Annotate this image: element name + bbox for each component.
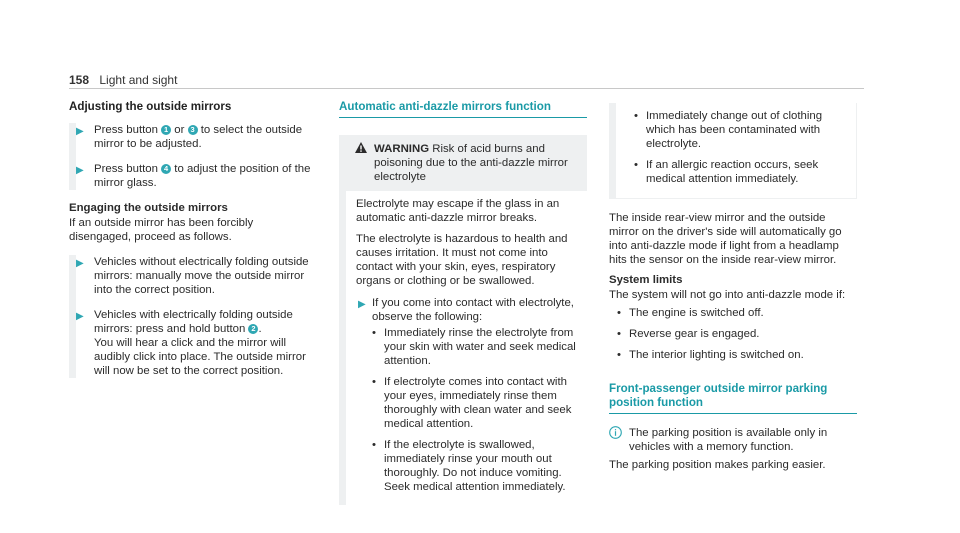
step-group [69, 255, 317, 378]
section-heading: Adjusting the outside mirrors [69, 100, 232, 113]
column-right [609, 106, 857, 476]
list-item: • Reverse gear is engaged. [617, 327, 857, 341]
info-note: The parking position is available only in vehicles with a memory function. [609, 426, 857, 454]
list-item: • The interior lighting is switched on. [617, 348, 857, 362]
subheading: Engaging the outside mirrors [69, 202, 228, 214]
step-item: ▶ Vehicles with electrically folding outside mirrors: press and hold button 2 . You will hear a click and the mirror will audibly click into place. The outside mirror will now be set to the correct position. [76, 309, 306, 377]
paragraph: If an outside mirror has been forcibly disengaged, proceed as follows. [69, 217, 254, 243]
step-item: ▶ Press button 1 or 3 to select the outside mirror to be adjusted. [76, 124, 303, 150]
section-heading: Front-passenger outside mirror parking position function [609, 382, 857, 414]
list-item: • If the electrolyte is swallowed, immediately rinse your mouth out thoroughly. Do not induce vomiting. Seek medical attention immediately. [372, 438, 577, 494]
warning-triangle-icon [354, 141, 368, 158]
paragraph: The system will not go into anti-dazzle mode if: [609, 289, 846, 301]
info-icon [609, 426, 622, 443]
bullet-list [372, 326, 577, 494]
step-group [69, 123, 317, 190]
step-arrow-icon: ▶ [358, 299, 366, 310]
paragraph: The inside rear-view mirror and the outside mirror on the driver's side will automatically go into anti-dazzle mode if light from a headlamp hits the sensor on the inside rear-view mirror. [609, 212, 842, 266]
warning-body [346, 191, 587, 505]
list-item: • Immediately rinse the electrolyte from your skin with water and seek medical attention. [372, 326, 577, 368]
list-item: • If electrolyte comes into contact with your eyes, immediately rinse them thoroughly with clean water and seek medical attention. [372, 375, 577, 431]
page-header [69, 73, 177, 87]
paragraph: Electrolyte may escape if the glass in an automatic anti-dazzle mirror breaks. [356, 198, 560, 224]
warning-title: Risk of acid burns and poisoning due to the anti-dazzle mirror electrolyte [374, 143, 568, 183]
bullet-list [634, 109, 846, 186]
column-middle [339, 100, 587, 505]
paragraph: The electrolyte is hazardous to health and causes irritation. It must not come into contact with your skin, eyes, respiratory organs or clothing or be swallowed. [356, 233, 568, 287]
section-title: Light and sight [99, 73, 178, 87]
header-divider [69, 88, 864, 89]
button-number-badge: 3 [188, 125, 198, 135]
section-heading: Automatic anti-dazzle mirrors function [339, 100, 587, 118]
warning-header [346, 135, 587, 191]
button-number-badge: 4 [161, 164, 171, 174]
bullet-list [617, 306, 857, 362]
warning-label: WARNING [374, 143, 430, 155]
warning-continuation [609, 103, 857, 199]
page-number: 158 [69, 73, 90, 87]
button-number-badge: 1 [161, 125, 171, 135]
step-arrow-icon: ▶ [76, 165, 84, 176]
step-arrow-icon: ▶ [76, 311, 84, 322]
step-item: ▶ Press button 4 to adjust the position of the mirror glass. [76, 163, 311, 189]
button-number-badge: 2 [248, 324, 258, 334]
paragraph: The parking position makes parking easier. [609, 459, 826, 471]
subheading: System limits [609, 274, 683, 286]
column-left [69, 100, 317, 389]
step-arrow-icon: ▶ [76, 258, 84, 269]
list-item: • If an allergic reaction occurs, seek medical attention immediately. [634, 158, 846, 186]
step-arrow-icon: ▶ [76, 126, 84, 137]
list-item: • Immediately change out of clothing which has been contaminated with electrolyte. [634, 109, 846, 151]
step-item: ▶ Vehicles without electrically folding outside mirrors: manually move the outside mirror into the correct position. [76, 256, 309, 296]
step-item: ▶ If you come into contact with electrolyte, observe the following: • Immediately rinse the electrolyte from your skin with water and seek medical attention. • If electrolyte comes into contact with your eyes, immediately rinse them thoroughly with clean water and seek medical attention. • If the electrolyte is swallowed, immediately rinse your mouth out thoroughly. Do not induce vomiting. Seek medical attention immediately. [356, 296, 577, 494]
list-item: • The engine is switched off. [617, 306, 857, 320]
warning-box [339, 135, 587, 505]
